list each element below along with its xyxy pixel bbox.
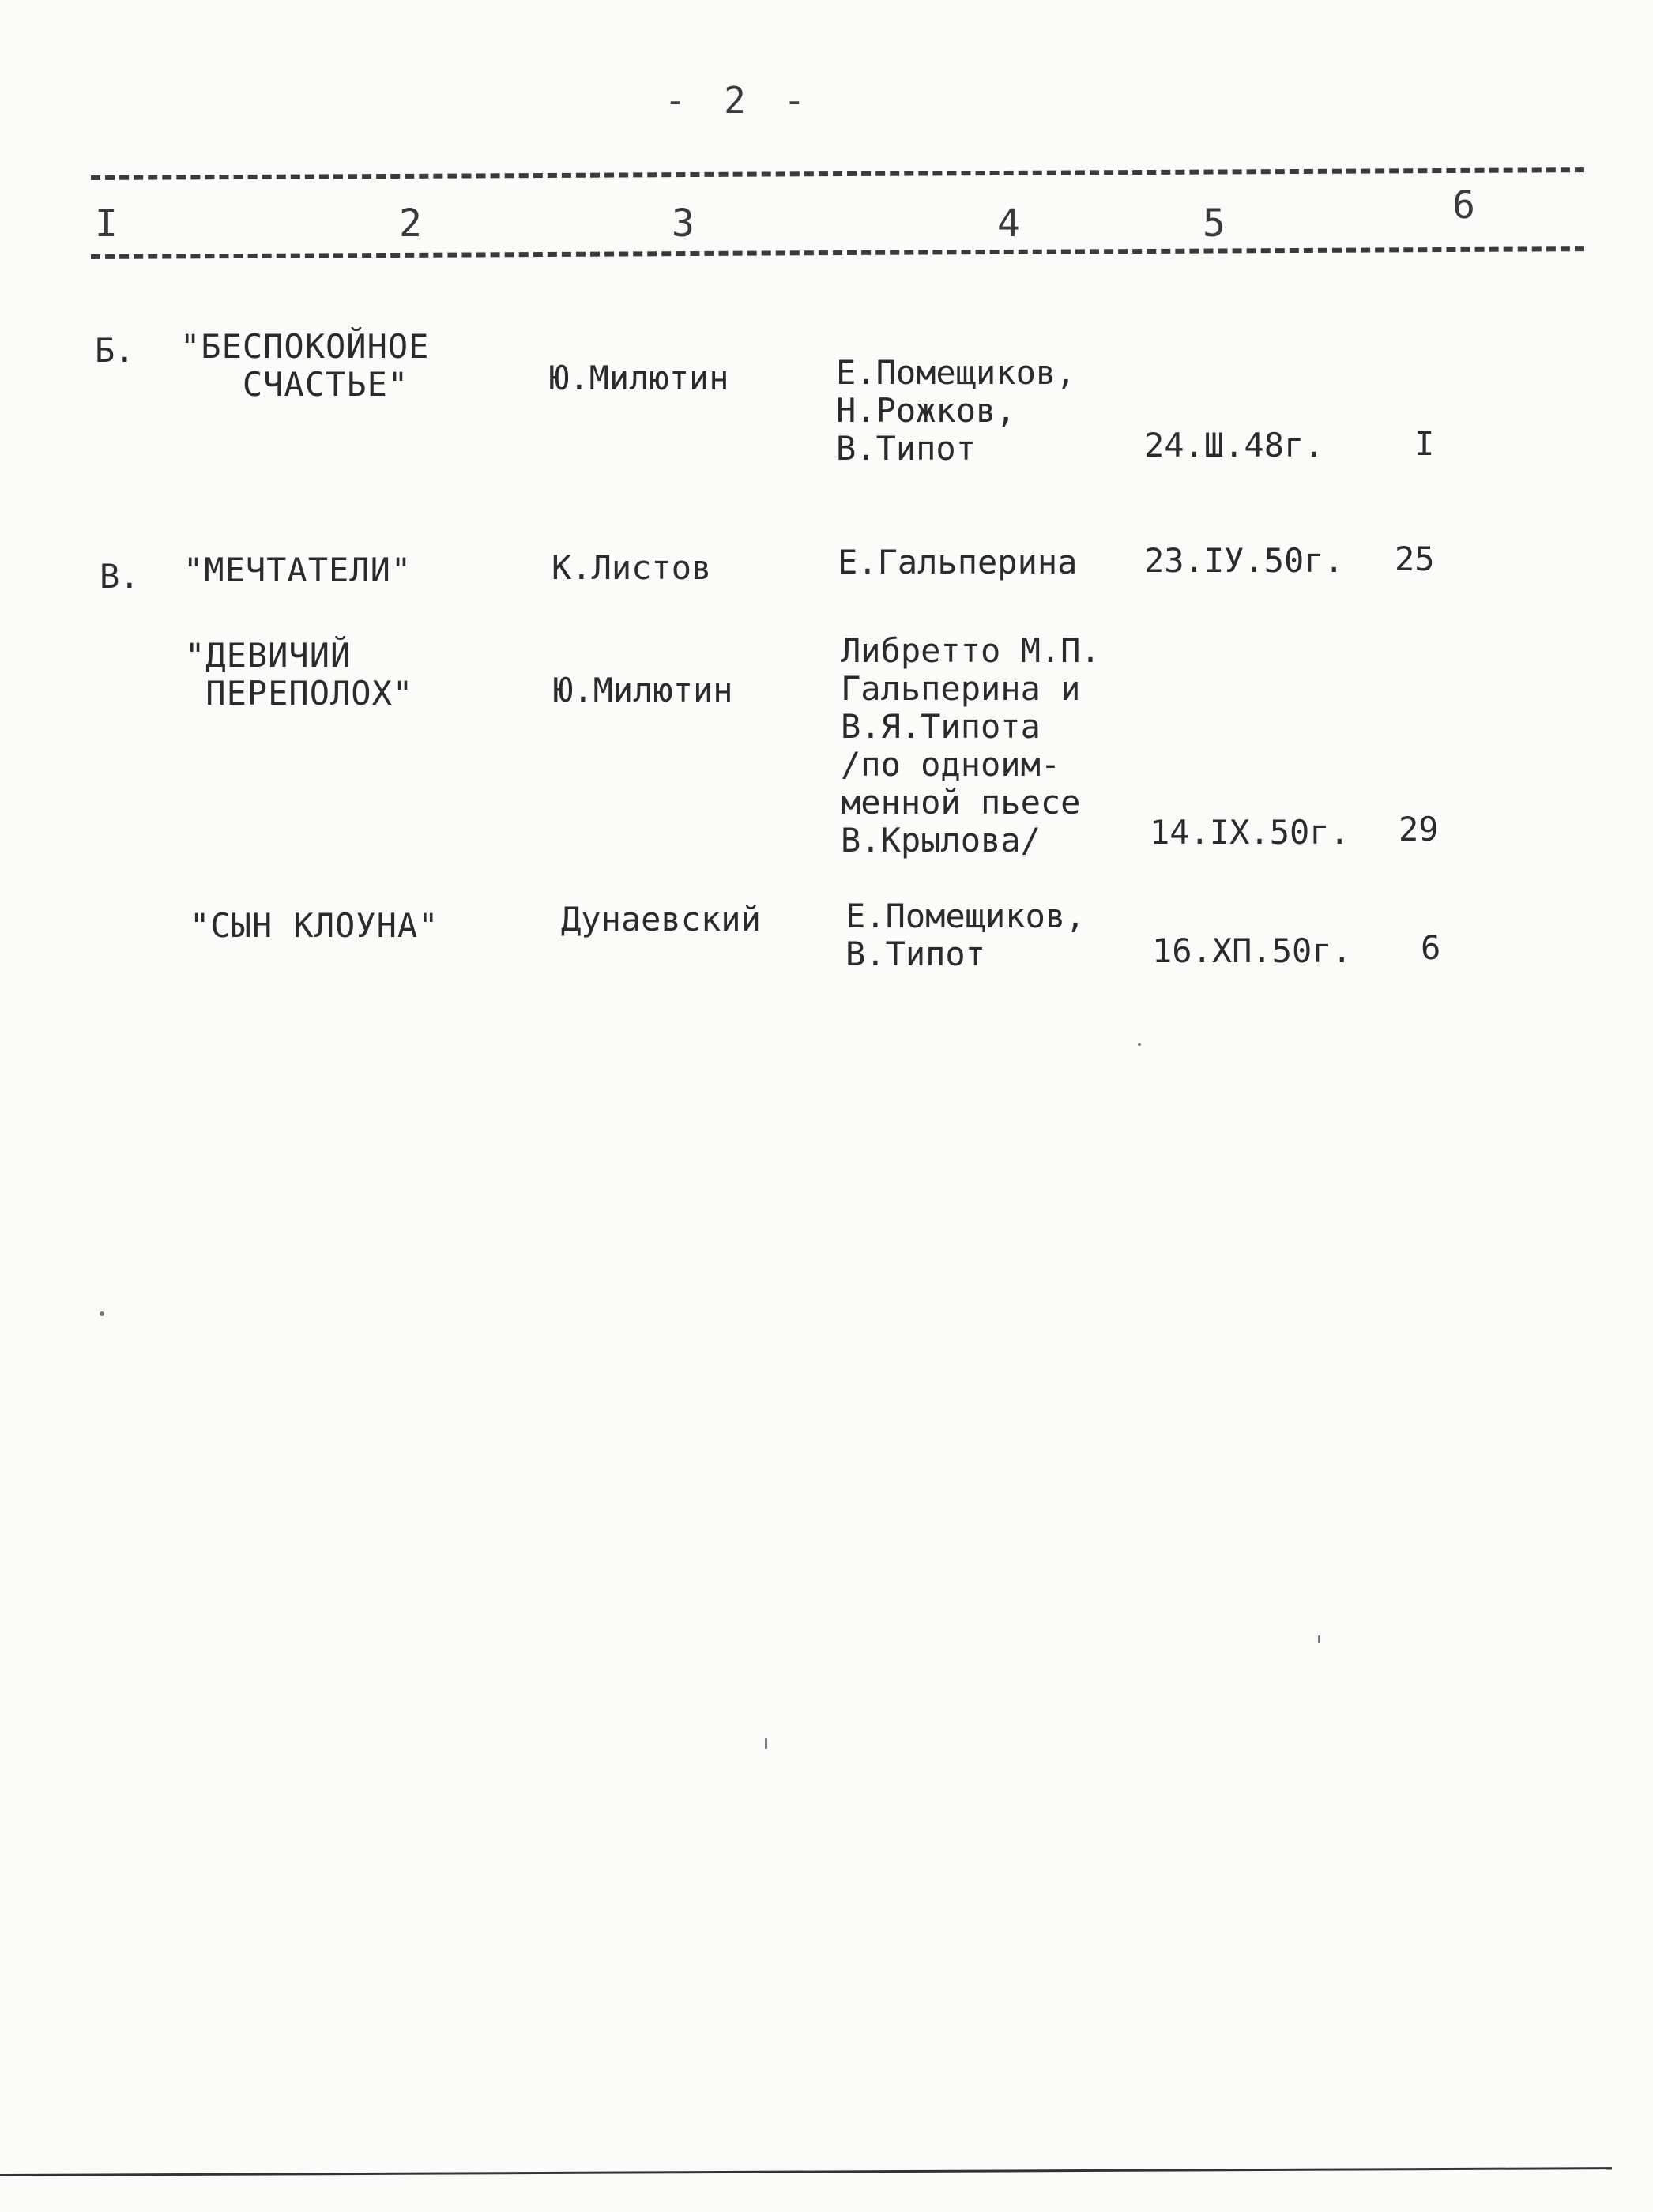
page-number: - 2 -	[664, 79, 814, 122]
row-count: 25	[1395, 540, 1435, 578]
row-count: 6	[1421, 928, 1441, 967]
row-section-label: Б.	[95, 331, 135, 370]
row-authors: Либретто М.П. Гальперина и В.Я.Типота /по одноим- менной пьесе В.Крылова/	[841, 631, 1101, 860]
row-date: 14.IX.50г.	[1150, 813, 1350, 852]
row-date: 16.ХП.50г.	[1152, 931, 1352, 970]
row-title: "МЕЧТАТЕЛИ"	[183, 551, 412, 589]
row-composer: Ю.Милютин	[553, 671, 733, 709]
row-authors: Е.Помещиков, В.Типот	[845, 897, 1086, 973]
row-composer: К.Листов	[552, 548, 712, 587]
page-bottom-rule	[0, 2167, 1612, 2176]
column-number-1: I	[95, 201, 118, 246]
row-section-label: В.	[100, 557, 140, 596]
scan-speck	[1318, 1635, 1320, 1643]
row-title: "СЫН КЛОУНА"	[190, 906, 439, 945]
row-date: 23.IУ.50г.	[1144, 541, 1344, 580]
row-title: "ДЕВИЧИЙ ПЕРЕПОЛОХ"	[185, 636, 414, 713]
row-title: "БЕСПОКОЙНОЕ СЧАСТЬЕ"	[180, 327, 430, 404]
row-composer: Дунаевский	[561, 900, 761, 939]
scan-speck	[1138, 1043, 1141, 1046]
column-number-5: 5	[1203, 201, 1226, 246]
column-number-4: 4	[997, 201, 1020, 246]
column-number-3: 3	[672, 201, 695, 246]
table-header-bottom-rule	[91, 246, 1584, 259]
table-header-top-rule	[91, 167, 1584, 180]
row-authors: Е.Помещиков, Н.Рожков, В.Типот	[836, 353, 1076, 468]
row-composer: Ю.Милютин	[549, 359, 729, 397]
scan-speck	[765, 1738, 767, 1749]
scan-speck	[100, 1311, 104, 1316]
row-count: 29	[1399, 810, 1439, 848]
row-count: I	[1414, 424, 1435, 463]
column-number-6: 6	[1452, 183, 1475, 228]
row-date: 24.Ш.48г.	[1144, 426, 1324, 465]
column-number-2: 2	[399, 201, 422, 246]
row-authors: Е.Гальперина	[838, 543, 1078, 581]
